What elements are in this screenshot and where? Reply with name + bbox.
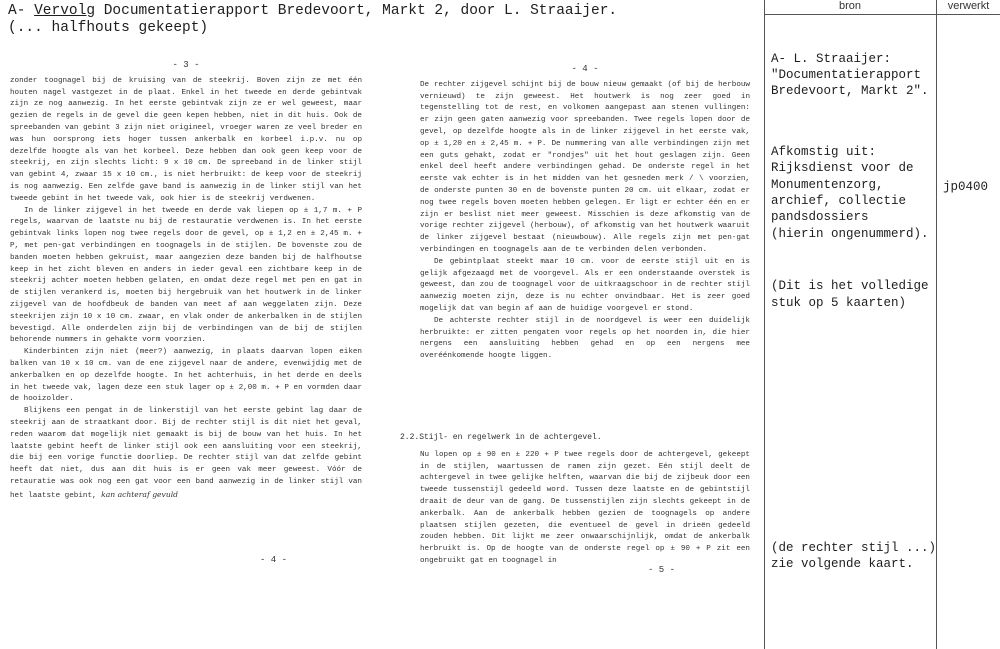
scan-page-3: [10, 60, 362, 502]
paragraph: Nu lopen op ± 90 en ± 220 + P twee regels door de achtergevel, gekeept in de stijlen, waartussen de ramen zijn gezet. Eén stijl deelt de achtergevel in twee gelijke helften, waarvan die bij de zijbeuk door een tweede tussenstijl gedeeld word. Tussen deze laatste en de gebintstijl draait de deur van de gang. De tussenstijlen zijn slechts gekeept in de ankerbalk. Aan de ankerbalk hebben gezien de toognagels op andere plaatsen stijlen gezeten, die eventueel de gevel in drieën gedeeld zouden hebben. Dit lijkt me zeer onwaarschijnlijk, omdat de ankerbalk herbruikt is. Op de hoogte van de onderste regel op ± 90 + P zit een ongebruikt gat en toognagel in: [420, 450, 750, 565]
page-footer: - 5 -: [648, 565, 676, 575]
card-title: [8, 3, 763, 20]
page-number: - 4 -: [571, 64, 599, 74]
paragraph: Kinderbinten zijn niet (meer?) aanwezig, in plaats daarvan lopen eiken balken van 10 x 10 cm. van de ene zijgevel naar de andere, evenwijdig met de ankerbalken en op dezelfde hoogte. In het achterhuis, in het derde en deels in het tweede vak, lagen deze een stuk lager op ± 2,00 m. + P en vormden daar de hooizolder.: [10, 348, 362, 404]
paragraph: [10, 406, 362, 502]
paragraph: De achterste rechter stijl in de noordgevel is weer een duidelijk herbruikte: er zitten pengaten voor regels op het noorden in, die hier nergens een aansluiting hebben gehad en op een nergens mee overéénkomende hoogte liggen.: [420, 316, 750, 361]
title-underlined: Vervolg: [34, 3, 96, 19]
source-origin: Afkomstig uit: Rijksdienst voor de Monumentenzorg, archief, collectie pandsdossiers (hierin ongenummerd).: [771, 145, 929, 241]
paragraph: De gebintplaat steekt maar 10 cm. voor de eerste stijl uit en is gelijk afgezaagd met de voorgevel. Als er een onderstaande overstek is geweest, dan zou de toognagel voor de uitkraagschoor in de rechter stijl aanwezig moeten zijn, deze is nu echter onvindbaar. Het is zeer goed mogelijk dat van begin af aan de huidige voorgevel er stond.: [420, 257, 750, 313]
column-header-verwerkt: verwerkt: [947, 0, 990, 12]
card-header: [8, 3, 763, 37]
paragraph: zonder toognagel bij de kruising van de steekrij. Boven zijn ze met één houten nagel vastgezet in de plaat. Enkel in het tweede en derde gebintvak zijn ze nog aanwezig. In het eerste gebintvak zijn ze er wel geweest, maar gezien de regels in de gevel die geen kepen hebben, niet in dit huis. Ook de spreebanden van gebint 3 zijn niet origineel, vroeger waren ze veel breder en was hun oorsprong iets hoger tussen ankerbalk en korbeel i.p.v. nu op dezelfde hoogte als van het korbeel. Deze hebben dan ook geen keep voor de steekrij, en zijn slechts licht: 9 x 10 cm. De spreeband in de linker stijl van gebint 4, zwaar 15 x 10 cm., is niet herbruikt: de keep voor de steekrij is nog aanwezig. Een zelfde gave band is aanwezig in de linker stijl van het tweede gebint in het tweede vak, ook hier is de steekrij verdwenen.: [10, 76, 362, 203]
source-block: [771, 18, 941, 327]
section-heading: 2.2.Stijl- en regelwerk in de achtergevel.: [400, 433, 602, 442]
continuation-note: (de rechter stijl ...) zie volgende kaart.: [771, 541, 937, 572]
source-note: (Dit is het volledige stuk op 5 kaarten): [771, 279, 929, 310]
source-citation: A- L. Straaijer: "Documentatierapport Bredevoort, Markt 2".: [771, 51, 929, 99]
verwerkt-code: jp0400: [943, 180, 989, 194]
title-prefix: A-: [8, 3, 35, 19]
table-header-rule: [764, 14, 1000, 15]
page-number: - 3 -: [172, 60, 200, 70]
handwritten-note: kan achteraf gevuld: [101, 489, 179, 499]
scan-page-4: [420, 64, 750, 363]
table-left-border: [764, 0, 765, 649]
column-header-bron: bron: [838, 0, 862, 12]
title-rest: Documentatierapport Bredevoort, Markt 2, door L. Straaijer.: [95, 3, 618, 19]
paragraph-text: Blijkens een pengat in de linkerstijl van het eerste gebint lag daar de steekrij aan de straatkant door. Bij de rechter stijl is dit niet het geval, reden waarom dat mogelijk niet gemaakt is bij de bouw van het huis. In het laatste gebint heeft de linker stijl ook een aansluiting voor een steekrij, die bij een vorige functie doorliep. De rechter stijl van dat zelfde gebint heeft dat niet, dus aan dit huis is er geen vak meer geweest. Vóór de retauratie was ook nog een gat voor een band aanwezig in de linker stijl van het laatste gebint,: [10, 407, 362, 500]
paragraph: In de linker zijgevel in het tweede en derde vak liepen op ± 1,7 m. + P regels, waarvan de laatste nu bij de restauratie verdwenen is. In het eerste gebintvak links lopen nog twee regels door de gevel, op ± 1,2 en ± 2,45 m. + P, met pen-gat verbindingen en toognagels in de stijlen. De bovenste zou de banden moeten hebben gekruist, maar aangezien deze banden bij de halfhoutse keep in het zicht bleven en anders in ieder geval een zichtbare keep in de steekrij achter moeten hebben gelaten, en omdat deze regel met pen en gat in de stijlen verankerd is, moeten bij hergebruik van het houtwerk in de linker zijgevel van de hoofdbeuk de banden van meet af aan weggelaten zijn. Deze steekrijen zijn 10 x 10 cm. zwaar, en vlak onder de ankerbalken in de stijlen bevestigd. Alle onderdelen zijn bij de verbindingen van de bij de stijlen behorende nummers in gehakte vorm voorzien.: [10, 206, 362, 345]
page-footer: - 4 -: [260, 555, 288, 565]
paragraph: De rechter zijgevel schijnt bij de bouw nieuw gemaakt (of bij de herbouw vernieuwd) te zijn geweest. Het houtwerk is nog zeer goed in tegenstelling tot de rest, en volkomen aangepast aan stenen vullingen: er zijn geen gaten aanwezig voor spreebanden. Twee regels lopen door de gevel, op dezelfde hoogte als in de linker zijgevel in het eerste vak, op ± 1,20 en ± 2,45 m. + P. De nummering van alle verbindingen zijn met een guts gehakt, zodat er "rondjes" uit het hout geslagen zijn. Geen enkel deel heeft andere verbindingen gehad. De onderste regel in het eerste vak echter is in het midden van het gesneden merk / \ voorzien, de onderste punten 30 en de bovenste punten 20 cm. uit elkaar, zodat er nog twee regels boven moeten hebben gelegen. Er ligt er echter één en er zijn er beslist niet meer geweest. Misschien is deze afkomstig van de vorige rechter zijgevel (herbouw), of afkomstig van het houtwerk waaruit de linker zijgevel bestaat (nieuwbouw). Alle regels zijn met pen-gat verbindingen en toognagels aan de te verbinden delen verbonden.: [420, 80, 750, 254]
card-subtitle: (... halfhouts gekeept): [8, 20, 209, 36]
scan-page-5: [400, 432, 750, 568]
